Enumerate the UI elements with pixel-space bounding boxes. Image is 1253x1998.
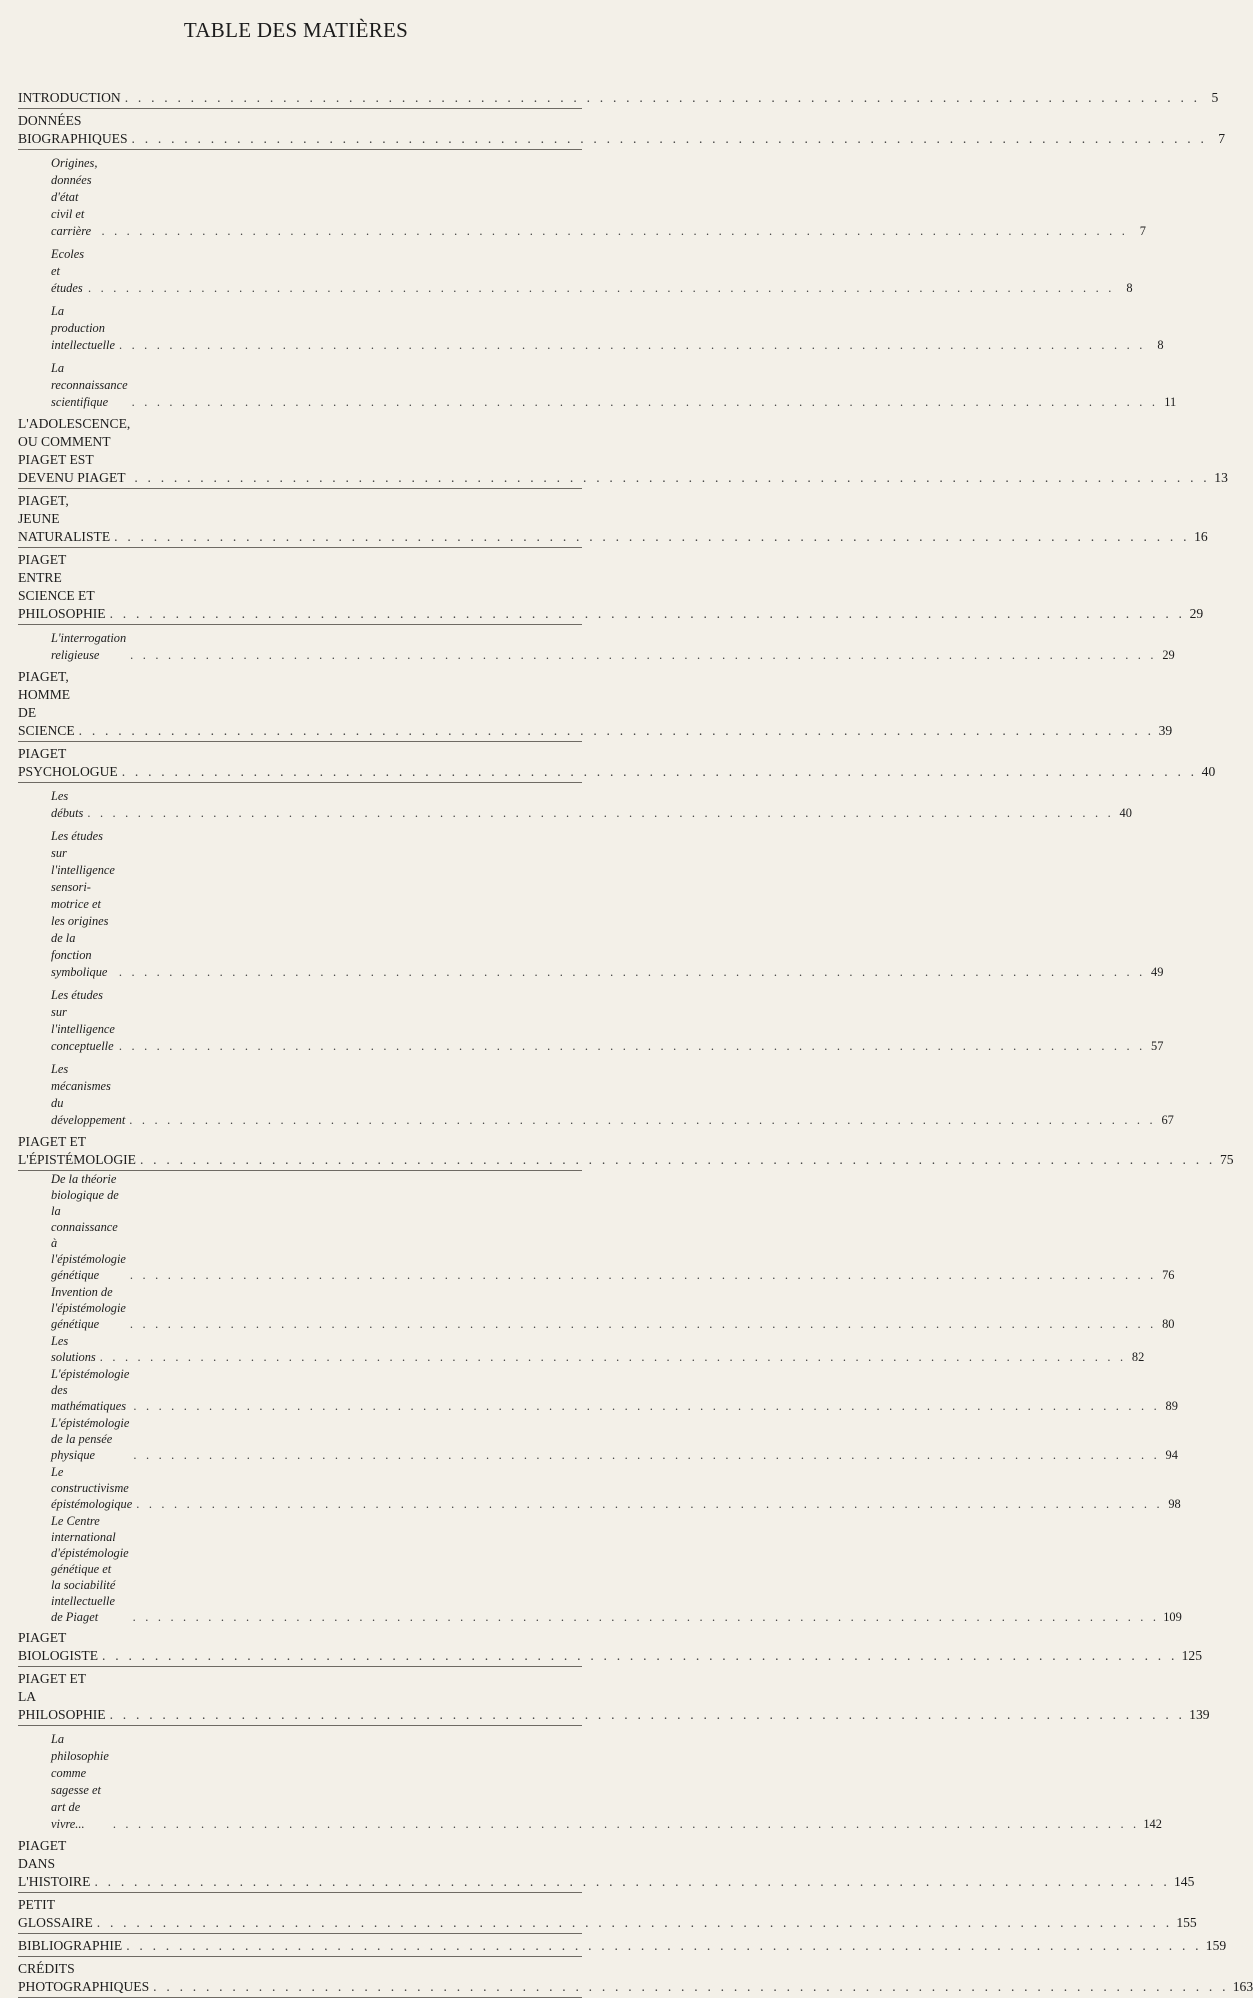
toc-chapter-entry [18,742,1216,783]
dot-leader [110,1706,1186,1724]
toc-section-entry [18,783,1132,823]
toc-chapter-entry [18,489,1208,548]
toc-section-entry [18,1513,1182,1626]
toc-entry-page-number: 80 [1162,1317,1175,1331]
toc-section-entry [18,982,1164,1056]
toc-entry-page-number: 159 [1205,1938,1227,1953]
toc-entry-label: La production intellectuelle [51,304,115,352]
toc-entry-label: Ecoles et études [51,247,85,295]
dot-leader [134,469,1210,487]
toc-entry-page-number: 8 [1126,281,1133,295]
toc-section-entry [18,355,1177,412]
toc-section-entry [18,625,1175,665]
toc-entry-page-number: 29 [1189,606,1204,621]
dot-leader [122,763,1198,781]
dot-leader [94,1873,1170,1891]
toc-entry-page-number: 57 [1151,1039,1164,1053]
toc-entry-label: Invention de l'épistémologie génétique [51,1285,126,1331]
toc-chapter-entry [18,1934,1227,1957]
toc-chapter-entry [18,1130,1234,1171]
dot-leader [140,1151,1216,1169]
dot-leader [87,805,1114,822]
dot-leader [136,1496,1163,1512]
dot-leader [100,1349,1127,1365]
toc-entry-label: Les études sur l'intelligence sensori-motrice et les origines de la fonction symbolique [51,829,115,979]
dot-leader [119,964,1146,981]
toc-entry-page-number: 11 [1164,395,1177,409]
toc-chapter-entry [18,1957,1253,1998]
toc-entry-page-number: 82 [1131,1350,1145,1364]
toc-entry-label: PIAGET, JEUNE NATURALISTE [18,493,111,544]
toc-entry-page-number: 5 [1211,90,1219,105]
toc-section-entry [18,823,1164,982]
toc-entry-label: L'épistémologie des mathématiques [51,1367,130,1413]
dot-leader [129,1112,1156,1129]
dot-leader [130,647,1157,664]
toc-entry-label: PIAGET ET LA PHILOSOPHIE [18,1671,106,1722]
dot-leader [125,89,1201,107]
toc-section-entry [18,298,1164,355]
toc-entry-label: De la théorie biologique de la connaissance à l'épistémologie génétique [51,1172,126,1282]
toc-entry-label: Les mécanismes du développement [51,1062,126,1127]
toc-chapter-entry [18,1667,1210,1726]
toc-entry-page-number: 75 [1219,1152,1234,1167]
dot-leader [132,394,1159,411]
toc-entry-page-number: 16 [1194,529,1208,544]
toc-entry-label: PIAGET BIOLOGISTE [18,1630,99,1663]
toc-entry-label: Origines, données d'état civil et carrière [51,156,98,238]
toc-chapter-entry [18,1626,1202,1667]
toc-chapter-entry [18,548,1204,625]
dot-leader [88,280,1115,297]
toc-entry-label: PIAGET, HOMME DE SCIENCE [18,669,75,738]
toc-entry-label: PIAGET ET L'ÉPISTÉMOLOGIE [18,1134,136,1167]
toc-entry-label: La philosophie comme sagesse et art de vivre... [51,1732,109,1831]
table-of-contents [18,86,1253,1998]
toc-section-entry [18,1366,1178,1415]
toc-entry-label: PIAGET DANS L'HISTOIRE [18,1838,91,1889]
toc-entry-page-number: 13 [1214,470,1228,485]
dot-leader [110,605,1186,623]
toc-entry-page-number: 8 [1157,338,1164,352]
dot-leader [133,1447,1160,1463]
toc-chapter-entry [18,1893,1197,1934]
toc-chapter-entry [18,412,1228,489]
dot-leader [133,1609,1160,1625]
toc-entry-label: CRÉDITS PHOTOGRAPHIQUES [18,1961,150,1994]
toc-entry-label: PIAGET PSYCHOLOGUE [18,746,118,779]
toc-entry-page-number: 98 [1168,1497,1181,1511]
toc-entry-page-number: 76 [1162,1268,1175,1282]
toc-entry-label: L'épistémologie de la pensée physique [51,1416,130,1462]
toc-entry-label: Le constructivisme épistémologique [51,1465,133,1511]
toc-entry-label: La reconnaissance scientifique [51,361,128,409]
page-title: TABLE DES MATIÈRES [183,18,409,42]
toc-section-entry [18,1284,1175,1333]
toc-entry-label: L'ADOLESCENCE, OU COMMENT PIAGET EST DEVENU PIAGET [18,416,131,485]
dot-leader [114,528,1190,546]
toc-entry-page-number: 94 [1165,1448,1178,1462]
toc-entry-label: L'interrogation religieuse [51,631,127,662]
toc-entry-page-number: 125 [1181,1648,1202,1663]
toc-entry-page-number: 39 [1158,723,1173,738]
toc-entry-page-number: 145 [1173,1874,1195,1889]
dot-leader [133,1398,1160,1414]
dot-leader [79,722,1155,740]
toc-section-entry [18,150,1146,241]
toc-entry-label: PIAGET ENTRE SCIENCE ET PHILOSOPHIE [18,552,106,621]
toc-section-entry [18,241,1133,298]
toc-entry-page-number: 7 [1218,131,1226,146]
toc-section-entry [18,1464,1181,1513]
toc-entry-label: DONNÉES BIOGRAPHIQUES [18,113,128,146]
toc-entry-page-number: 139 [1189,1707,1210,1722]
toc-entry-page-number: 155 [1176,1915,1197,1930]
toc-entry-page-number: 7 [1139,224,1146,238]
dot-leader [119,1038,1146,1055]
toc-section-entry [18,1726,1162,1834]
toc-entry-label: BIBLIOGRAPHIE [18,1938,123,1953]
toc-entry-page-number: 29 [1162,648,1175,662]
dot-leader [130,1316,1157,1332]
dot-leader [153,1978,1229,1996]
dot-leader [101,223,1128,240]
dot-leader [119,337,1146,354]
toc-section-entry [18,1171,1175,1284]
toc-entry-page-number: 40 [1201,764,1216,779]
toc-entry-label: Les débuts [51,789,84,820]
toc-chapter-entry [18,109,1226,150]
dot-leader [113,1816,1140,1833]
toc-chapter-entry [18,665,1173,742]
toc-entry-page-number: 109 [1163,1610,1182,1624]
toc-section-entry [18,1333,1145,1366]
toc-entry-page-number: 89 [1165,1399,1178,1413]
dot-leader [132,130,1208,148]
toc-entry-page-number: 67 [1161,1113,1174,1127]
toc-entry-page-number: 163 [1232,1979,1253,1994]
dot-leader [102,1647,1178,1665]
toc-chapter-entry [18,86,1219,109]
toc-entry-page-number: 40 [1119,806,1132,820]
toc-chapter-entry [18,1834,1195,1893]
toc-section-entry [18,1415,1178,1464]
toc-section-entry [18,1056,1174,1130]
toc-entry-page-number: 49 [1151,965,1164,979]
toc-entry-label: Le Centre international d'épistémologie génétique et la sociabilité intellectuelle de Piaget [51,1514,129,1624]
toc-entry-page-number: 142 [1143,1817,1162,1831]
dot-leader [126,1937,1202,1955]
dot-leader [130,1267,1157,1283]
toc-entry-label: INTRODUCTION [18,90,121,105]
toc-entry-label: PETIT GLOSSAIRE [18,1897,93,1930]
dot-leader [97,1914,1173,1932]
toc-entry-label: Les études sur l'intelligence conceptuelle [51,988,115,1053]
toc-entry-label: Les solutions [51,1334,96,1364]
